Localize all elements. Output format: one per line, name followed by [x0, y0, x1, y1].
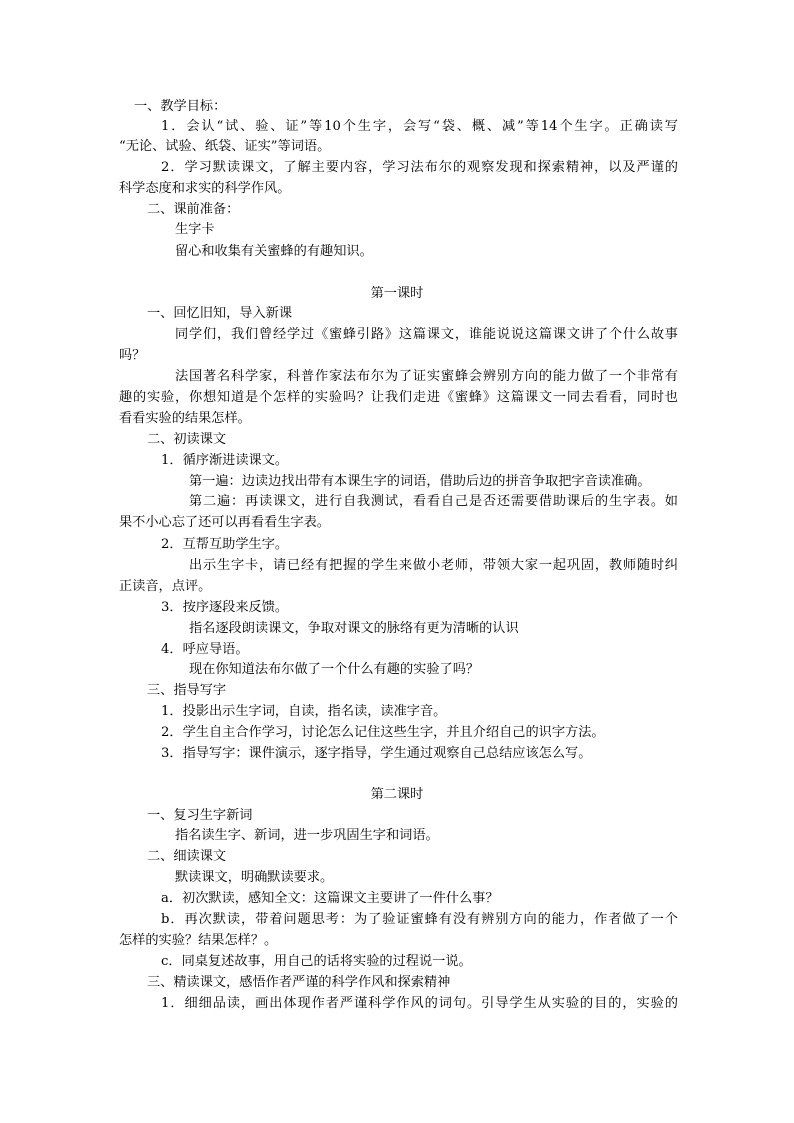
paragraph-line: 指名逐段朗读课文，争取对课文的脉络有更为清晰的认识	[189, 621, 519, 636]
paragraph-line: 2．学习默读课文，了解主要内容，学习法布尔的观察发现和探索精神，以及严谨的	[161, 160, 678, 175]
section-heading: 二、初读课文	[147, 432, 227, 447]
lesson-title: 第一课时	[370, 286, 424, 301]
paragraph-line: 默读课文，明确默读要求。	[175, 870, 334, 885]
paragraph-line: 第一遍：边读边找出带有本课生字的词语，借助后边的拼音争取把字音读准确。	[189, 474, 651, 489]
paragraph-line: “无论、试验、纸袋、证实”等词语。	[119, 139, 331, 154]
paragraph-line: 生字卡	[175, 222, 215, 237]
paragraph-line: 法国著名科学家，科普作家法布尔为了证实蜜蜂会辨别方向的能力做了一个非常有	[175, 369, 678, 384]
section-heading: 二、课前准备：	[147, 202, 240, 217]
paragraph-line: 现在你知道法布尔做了一个什么有趣的实验了吗？	[189, 662, 480, 677]
paragraph-line: 同学们，我们曾经学过《蜜蜂引路》这篇课文，谁能说说这篇课文讲了个什么故事	[175, 327, 678, 342]
paragraph-line: 正读音，点评。	[119, 579, 212, 594]
paragraph-line: 留心和收集有关蜜蜂的有趣知识。	[175, 244, 373, 259]
lesson-title: 第二课时	[370, 787, 424, 802]
section-heading: 一、教学目标：	[134, 99, 227, 114]
paragraph-line: 1．会认“试、验、证”等10个生字，会写“袋、概、减”等14个生字。正确读写	[161, 119, 678, 134]
paragraph-line: 吗？	[119, 348, 146, 363]
paragraph-line: 看看实验的结果怎样。	[119, 411, 251, 426]
paragraph-line: 4．呼应导语。	[161, 642, 249, 657]
paragraph-line: 指名读生字、新词，进一步巩固生字和词语。	[175, 828, 439, 843]
section-heading: 一、回忆旧知，导入新课	[147, 306, 293, 321]
paragraph-line: 果不小心忘了还可以再看看生字表。	[119, 515, 330, 530]
paragraph-line: b．再次默读，带着问题思考：为了验证蜜蜂有没有辨别方向的能力，作者做了一个	[161, 912, 678, 927]
paragraph-line: 1．细细品读，画出体现作者严谨科学作风的词句。引导学生从实验的目的，实验的	[161, 996, 678, 1011]
section-heading: 一、复习生字新词	[147, 808, 253, 823]
paragraph-line: 3．按序逐段来反馈。	[161, 600, 289, 615]
paragraph-line: 2．学生自主合作学习，讨论怎么记住这些生字，并且介绍自己的识字方法。	[161, 725, 605, 740]
paragraph-line: 1．投影出示生字词，自读，指名读，读准字音。	[161, 704, 447, 719]
paragraph-line: 3．指导写字：课件演示，逐字指导，学生通过观察自己总结应该怎么写。	[161, 746, 592, 761]
paragraph-line: 2．互帮互助学生字。	[161, 537, 289, 552]
paragraph-line: 第二遍：再读课文，进行自我测试，看看自己是否还需要借助课后的生字表。如	[189, 494, 678, 509]
section-heading: 三、指导写字	[147, 683, 227, 698]
section-heading: 二、细读课文	[147, 849, 227, 864]
section-heading: 三、精读课文，感悟作者严谨的科学作风和探索精神	[147, 975, 451, 990]
paragraph-line: 科学态度和求实的科学作风。	[119, 181, 291, 196]
paragraph-line: 趣的实验，你想知道是个怎样的实验吗？让我们走进《蜜蜂》这篇课文一同去看看，同时也	[119, 390, 678, 405]
paragraph-line: a．初次默读，感知全文：这篇课文主要讲了一件什么事？	[161, 891, 499, 906]
paragraph-line: c．同桌复述故事，用自己的话将实验的过程说一说。	[161, 954, 472, 969]
paragraph-line: 1．循序渐进读课文。	[161, 453, 289, 468]
paragraph-line: 怎样的实验？结果怎样？。	[119, 933, 278, 948]
paragraph-line: 出示生字卡，请已经有把握的学生来做小老师，带领大家一起巩固，教师随时纠	[189, 558, 678, 573]
